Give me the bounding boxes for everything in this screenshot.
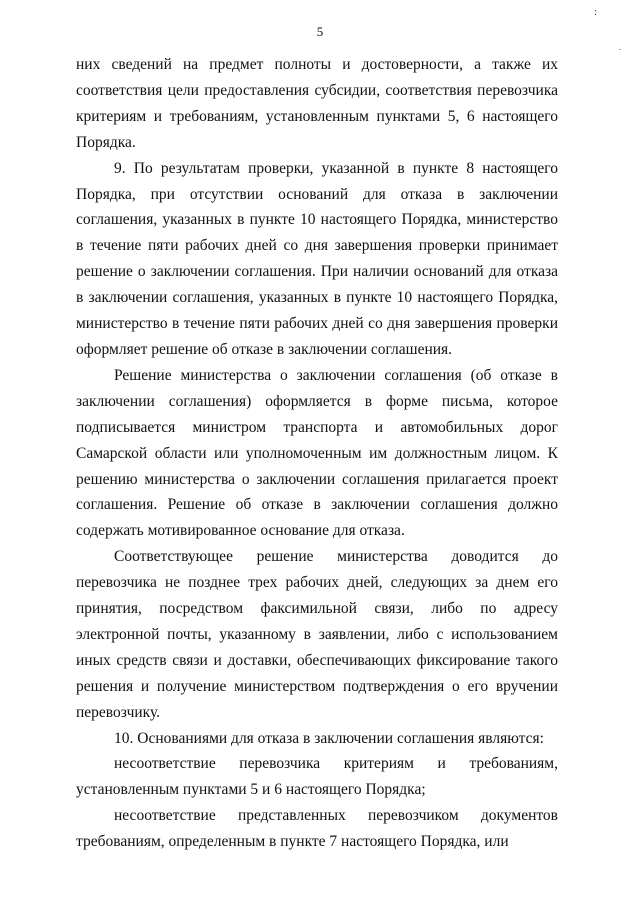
- paragraph-notification: Соответствующее решение министерства доводится до перевозчика не позднее трех рабочих дней, следующих за днем его принятия, посредством факсимильной связи, либо по адресу электронной почты, указанному в заявлении, либо с использованием иных средств связи и доставки, обеспечивающих фиксирование такого решения и получение министерством подтверждения о его вручении перевозчику.: [76, 548, 558, 721]
- paragraph-decision-form: Решение министерства о заключении соглашения (об отказе в заключении соглашения) оформляется в форме письма, которое подписывается министром транспорта и автомобильных дорог Самарской области или уполномоченным им должностным лицом. К решению министерства о заключении соглашения прилагается проект соглашения. Решение об отказе в заключении соглашения должно содержать мотивированное основание для отказа.: [76, 366, 558, 540]
- paragraph-item-10: 10. Основаниями для отказа в заключении соглашения являются:: [114, 729, 544, 747]
- page-number: 5: [316, 24, 324, 39]
- paragraph-continuation: них сведений на предмет полноты и достоверности, а также их соответствия цели предоставления субсидии, соответствия перевозчика критериям и требованиям, установленным пунктами 5, 6 настоящего Порядка.: [76, 56, 558, 151]
- paragraph-ground-1: несоответствие перевозчика критериям и требованиям, установленным пунктами 5 и 6 настоящего Порядка;: [76, 755, 558, 799]
- margin-mark: :: [594, 6, 598, 18]
- paragraph-ground-2: несоответствие представленных перевозчиком документов требованиям, определенным в пункте 7 настоящего Порядка, или: [76, 807, 558, 851]
- margin-mark: ·: [618, 44, 622, 56]
- document-body: [76, 52, 558, 855]
- paragraph-item-9: 9. По результатам проверки, указанной в пункте 8 настоящего Порядка, при отсутствии оснований для отказа в заключении соглашения, указанных в пункте 10 настоящего Порядка, министерство в течение пяти рабочих дней со дня завершения проверки принимает решение о заключении соглашения. При наличии оснований для отказа в заключении соглашения, указанных в пункте 10 настоящего Порядка, министерство в течение пяти рабочих дней со дня завершения проверки оформляет решение об отказе в заключении соглашения.: [76, 159, 558, 358]
